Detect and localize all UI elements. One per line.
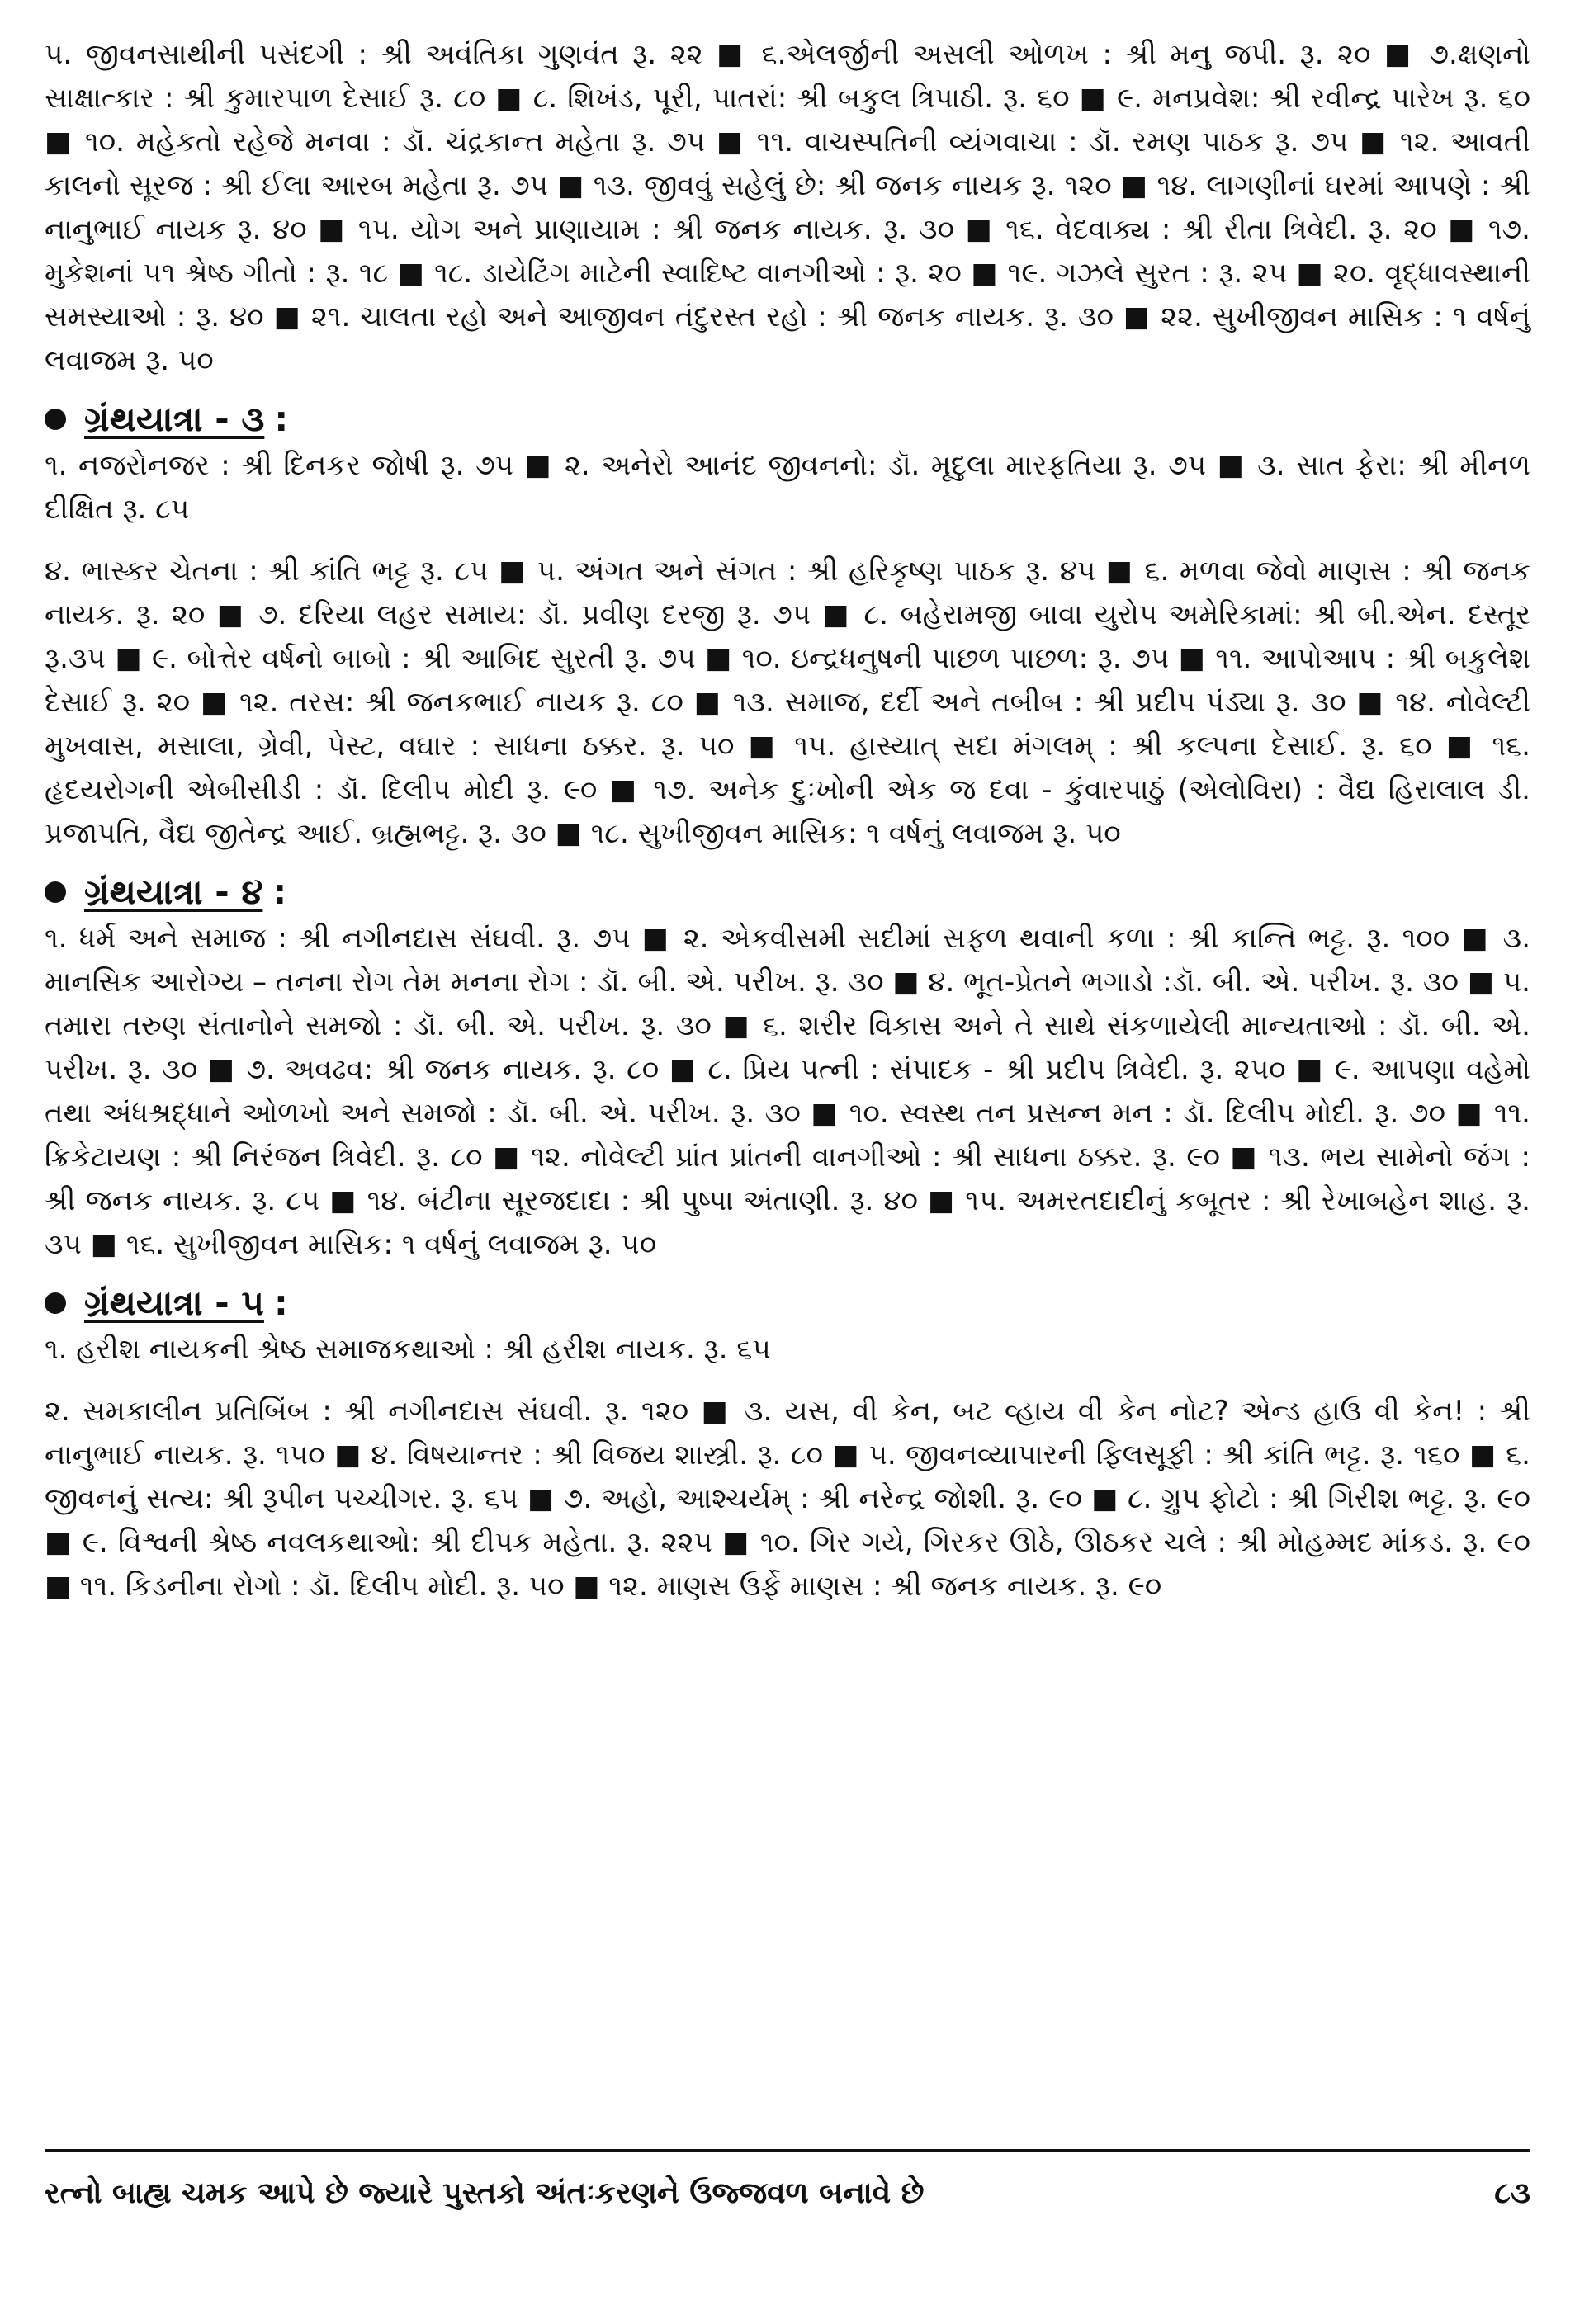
book-list-continued: ૫. જીવનસાથીની પસંદગી : શ્રી અવંતિકા ગુણવંત રૂ. ૨૨ ■ ૬.એલર્જીની અસલી ઓળખ : શ્રી મનુ જપી. રૂ. ૨૦ ■ ૭.ક્ષણનો સાક્ષાત્કાર : શ્રી કુમારપાળ દેસાઈ રૂ. ૮૦ ■ ૮. શિખંડ, પૂરી, પાતરાં: શ્રી બકુલ ત્રિપાઠી. રૂ. ૬૦ ■ ૯. મનપ્રવેશ: શ્રી રવીન્દ્ર પારેખ રૂ. ૬૦ ■ ૧૦. મહેકતો રહેજે મનવા : ડૉ. ચંદ્રકાન્ત મહેતા રૂ. ૭૫ ■ ૧૧. વાચસ્પતિની વ્યંગવાચા : ડૉ. રમણ પાઠક રૂ. ૭૫ ■ ૧૨. આવતી કાલનો સૂરજ : શ્રી ઈલા આરબ મહેતા રૂ. ૭૫ ■ ૧૩. જીવવું સહેલું છે: શ્રી જનક નાયક રૂ. ૧૨૦ ■ ૧૪. લાગણીનાં ઘરમાં આપણે : શ્રી નાનુભાઈ નાયક રૂ. ૪૦ ■ ૧૫. યોગ અને પ્રાણાયામ : શ્રી જનક નાયક. રૂ. ૩૦ ■ ૧૬. વેદવાક્ય : શ્રી રીતા ત્રિવેદી. રૂ. ૨૦ ■ ૧૭. મુકેશનાં ૫૧ શ્રેષ્ઠ ગીતો : રૂ. ૧૮ ■ ૧૮. ડાયેટિંગ માટેની સ્વાદિષ્ટ વાનગીઓ : રૂ. ૨૦ ■ ૧૯. ગઝલે સુરત : રૂ. ૨૫ ■ ૨૦. વૃદ્ધાવસ્થાની સમસ્યાઓ : રૂ. ૪૦ ■ ૨૧. ચાલતા રહો અને આજીવન તંદુરસ્ત રહો : શ્રી જનક નાયક. રૂ. ૩૦ ■ ૨૨. સુખીજીવન માસિક : ૧ વર્ષનું લવાજમ રૂ. ૫૦	[45, 38, 1530, 377]
page-content	[45, 33, 1530, 1608]
section-colon-4: :	[272, 872, 287, 912]
section-3-intro: ૧. નજરોનજર : શ્રી દિનકર જોષી રૂ. ૭૫ ■ ૨. અનેરો આનંદ જીવનનો: ડૉ. મૃદુલા મારફતિયા રૂ. ૭૫ ■ ૩. સાત ફેરા: શ્રી મીનળ દીક્ષિત રૂ. ૮૫	[45, 449, 1530, 526]
footer-quote: રત્નો બાહ્ય ચમક આપે છે જ્યારે પુસ્તકો અંતઃકરણને ઉજ્જવળ બનાવે છે	[45, 2176, 925, 2210]
section-colon-5: :	[273, 1282, 288, 1323]
section-5-body: ૨. સમકાલીન પ્રતિબિંબ : શ્રી નગીનદાસ સંઘવી. રૂ. ૧૨૦ ■ ૩. યસ, વી કેન, બટ વ્હાય વી કેન નોટ? એન્ડ હાઉ વી કેન! : શ્રી નાનુભાઈ નાયક. રૂ. ૧૫૦ ■ ૪. વિષયાન્તર : શ્રી વિજય શાસ્ત્રી. રૂ. ૮૦ ■ ૫. જીવનવ્યાપારની ફિલસૂફી : શ્રી કાંતિ ભટ્ટ. રૂ. ૧૬૦ ■ ૬. જીવનનું સત્ય: શ્રી રૂપીન પચ્ચીગર. રૂ. ૬૫ ■ ૭. અહો, આશ્ચર્યમ્ : શ્રી નરેન્દ્ર જોશી. રૂ. ૯૦ ■ ૮. ગ્રુપ ફોટો : શ્રી ગિરીશ ભટ્ટ. રૂ. ૯૦ ■ ૯. વિશ્વની શ્રેષ્ઠ નવલકથાઓ: શ્રી દીપક મહેતા. રૂ. ૨૨૫ ■ ૧૦. ગિર ગયે, ગિરકર ઊઠે, ઊઠકર ચલે : શ્રી મોહમ્મદ માંકડ. રૂ. ૯૦ ■ ૧૧. કિડનીના રોગો : ડૉ. દિલીપ મોદી. રૂ. ૫૦ ■ ૧૨. માણસ ઉર્ફે માણસ : શ્રી જનક નાયક. રૂ. ૯૦	[45, 1395, 1530, 1603]
section-colon-3: :	[274, 399, 289, 439]
section-title-4: ગ્રંથયાત્રા - ૪	[84, 872, 263, 912]
page-footer	[45, 2170, 1530, 2217]
section-5-intro: ૧. હરીશ નાયકની શ્રેષ્ઠ સમાજકથાઓ : શ્રી હરીશ નાયક. રૂ. ૬૫	[45, 1333, 771, 1366]
section-3-body: ૪. ભાસ્કર ચેતના : શ્રી કાંતિ ભટ્ટ રૂ. ૮૫ ■ ૫. અંગત અને સંગત : શ્રી હરિકૃષ્ણ પાઠક રૂ. ૪૫ ■ ૬. મળવા જેવો માણસ : શ્રી જનક નાયક. રૂ. ૨૦ ■ ૭. દરિયા લહર સમાય: ડૉ. પ્રવીણ દરજી રૂ. ૭૫ ■ ૮. બહેરામજી બાવા યુરોપ અમેરિકામાં: શ્રી બી.એન. દસ્તૂર રૂ.૩૫ ■ ૯. બોત્તેર વર્ષનો બાબો : શ્રી આબિદ સુરતી રૂ. ૭૫ ■ ૧૦. ઇન્દ્રધનુષની પાછળ પાછળ: રૂ. ૭૫ ■ ૧૧. આપોઆપ : શ્રી બકુલેશ દેસાઈ રૂ. ૨૦ ■ ૧૨. તરસ: શ્રી જનકભાઈ નાયક રૂ. ૮૦ ■ ૧૩. સમાજ, દર્દી અને તબીબ : શ્રી પ્રદીપ પંડ્યા રૂ. ૩૦ ■ ૧૪. નોવેલ્ટી મુખવાસ, મસાલા, ગ્રેવી, પેસ્ટ, વઘાર : સાધના ઠક્કર. રૂ. ૫૦ ■ ૧૫. હાસ્યાત્ સદા મંગલમ્ : શ્રી કલ્પના દેસાઈ. રૂ. ૬૦ ■ ૧૬. હૃદયરોગની એબીસીડી : ડૉ. દિલીપ મોદી રૂ. ૯૦ ■ ૧૭. અનેક દુઃખોની એક જ દવા - કુંવારપાઠું (એલોવિરા) : વૈદ્ય હિરાલાલ ડી. પ્રજાપતિ, વૈદ્ય જીતેન્દ્ર આઈ. બ્રહ્મભટ્ટ. રૂ. ૩૦ ■ ૧૮. સુખીજીવન માસિક: ૧ વર્ષનું લવાજમ રૂ. ૫૦	[45, 555, 1530, 850]
section-heading-5	[45, 1280, 1530, 1326]
section-title-5: ગ્રંથયાત્રા - ૫	[84, 1282, 264, 1323]
bullet-icon	[45, 1292, 66, 1314]
section-heading-4	[45, 869, 1530, 915]
page-number: ૮૩	[1494, 2176, 1530, 2210]
section-heading-3	[45, 396, 1530, 442]
section-4-body: ૧. ધર્મ અને સમાજ : શ્રી નગીનદાસ સંઘવી. રૂ. ૭૫ ■ ૨. એકવીસમી સદીમાં સફળ થવાની કળા : શ્રી કાન્તિ ભટ્ટ. રૂ. ૧૦૦ ■ ૩. માનસિક આરોગ્ય – તનના રોગ તેમ મનના રોગ : ડૉ. બી. એ. પરીખ. રૂ. ૩૦ ■ ૪. ભૂત-પ્રેતને ભગાડો :ડૉ. બી. એ. પરીખ. રૂ. ૩૦ ■ ૫. તમારા તરુણ સંતાનોને સમજો : ડૉ. બી. એ. પરીખ. રૂ. ૩૦ ■ ૬. શરીર વિકાસ અને તે સાથે સંકળાયેલી માન્યતાઓ : ડૉ. બી. એ. પરીખ. રૂ. ૩૦ ■ ૭. અવઢવ: શ્રી જનક નાયક. રૂ. ૮૦ ■ ૮. પ્રિય પત્ની : સંપાદક - શ્રી પ્રદીપ ત્રિવેદી. રૂ. ૨૫૦ ■ ૯. આપણા વહેમો તથા અંધશ્રદ્ધાને ઓળખો અને સમજો : ડૉ. બી. એ. પરીખ. રૂ. ૩૦ ■ ૧૦. સ્વસ્થ તન પ્રસન્ન મન : ડૉ. દિલીપ મોદી. રૂ. ૭૦ ■ ૧૧. ક્રિકેટાયણ : શ્રી નિરંજન ત્રિવેદી. રૂ. ૮૦ ■ ૧૨. નોવેલ્ટી પ્રાંત પ્રાંતની વાનગીઓ : શ્રી સાધના ઠક્કર. રૂ. ૯૦ ■ ૧૩. ભય સામેનો જંગ : શ્રી જનક નાયક. રૂ. ૮૫ ■ ૧૪. બંટીના સૂરજદાદા : શ્રી પુષ્પા અંતાણી. રૂ. ૪૦ ■ ૧૫. અમરતદાદીનું કબૂતર : શ્રી રેખાબહેન શાહ. રૂ. ૩૫ ■ ૧૬. સુખીજીવન માસિક: ૧ વર્ષનું લવાજમ રૂ. ૫૦	[45, 922, 1530, 1261]
bullet-icon	[45, 409, 66, 430]
section-title-3: ગ્રંથયાત્રા - ૩	[84, 399, 265, 439]
bullet-icon	[45, 881, 66, 903]
footer-divider	[45, 2149, 1530, 2152]
